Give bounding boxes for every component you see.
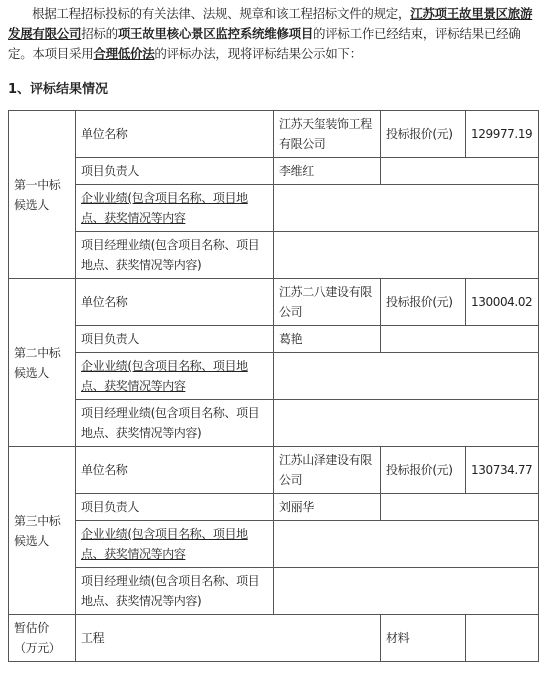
candidate-2-price: 130004.02 bbox=[466, 279, 539, 326]
bid-price-label: 投标报价(元) bbox=[381, 111, 466, 158]
estimate-row bbox=[9, 615, 539, 662]
manager-performance-label: 项目经理业绩(包含项目名称、项目地点、获奖情况等内容) bbox=[76, 232, 274, 279]
evaluation-method: 合理低价法 bbox=[93, 46, 155, 61]
candidate-3-leader-blank bbox=[381, 494, 539, 521]
candidate-1-rank: 第一中标候选人 bbox=[9, 111, 76, 279]
estimate-engineering: 工程 bbox=[76, 615, 381, 662]
project-name: 项王故里核心景区监控系统维修项目 bbox=[117, 26, 314, 41]
tenderer-name: 江苏项王故里景区旅游发展有限公司 bbox=[8, 6, 533, 41]
candidate-3-company-performance-row bbox=[9, 521, 539, 568]
candidate-1-price: 129977.19 bbox=[466, 111, 539, 158]
company-performance-label: 企业业绩(包含项目名称、项目地点、获奖情况等内容 bbox=[76, 521, 274, 568]
candidate-2-leader-blank bbox=[381, 326, 539, 353]
project-leader-label: 项目负责人 bbox=[76, 326, 274, 353]
candidate-2-leader-row bbox=[9, 326, 539, 353]
unit-name-label: 单位名称 bbox=[76, 111, 274, 158]
candidate-2-unit: 江苏二八建设有限公司 bbox=[274, 279, 381, 326]
candidate-1-manager-performance-row bbox=[9, 232, 539, 279]
candidate-1-company-performance bbox=[274, 185, 539, 232]
intro-text-2: 招标的 bbox=[81, 26, 118, 41]
project-leader-label: 项目负责人 bbox=[76, 494, 274, 521]
bid-price-label: 投标报价(元) bbox=[381, 447, 466, 494]
estimate-materials: 材料 bbox=[381, 615, 466, 662]
candidate-3-unit: 江苏山泽建设有限公司 bbox=[274, 447, 381, 494]
candidate-2-rank: 第二中标候选人 bbox=[9, 279, 76, 447]
candidate-2-company-performance bbox=[274, 353, 539, 400]
candidate-1-unit: 江苏天玺装饰工程有限公司 bbox=[274, 111, 381, 158]
evaluation-result-table bbox=[8, 110, 539, 662]
candidate-3-company-performance bbox=[274, 521, 539, 568]
manager-performance-label: 项目经理业绩(包含项目名称、项目地点、获奖情况等内容) bbox=[76, 400, 274, 447]
candidate-3-price: 130734.77 bbox=[466, 447, 539, 494]
candidate-2-manager-performance-row bbox=[9, 400, 539, 447]
candidate-3-manager-performance bbox=[274, 568, 539, 615]
candidate-1-company-performance-row bbox=[9, 185, 539, 232]
candidate-3-leader: 刘丽华 bbox=[274, 494, 381, 521]
unit-name-label: 单位名称 bbox=[76, 447, 274, 494]
candidate-1-unit-row bbox=[9, 111, 539, 158]
candidate-3-unit-row bbox=[9, 447, 539, 494]
candidate-3-manager-performance-row bbox=[9, 568, 539, 615]
candidate-3-rank: 第三中标候选人 bbox=[9, 447, 76, 615]
candidate-3-leader-row bbox=[9, 494, 539, 521]
candidate-1-manager-performance bbox=[274, 232, 539, 279]
candidate-2-unit-row bbox=[9, 279, 539, 326]
company-performance-label: 企业业绩(包含项目名称、项目地点、获奖情况等内容 bbox=[76, 353, 274, 400]
intro-text-3: 的评标工作已经结束，评标结果已经确定。本项目采用 bbox=[8, 26, 521, 61]
estimate-materials-value bbox=[466, 615, 539, 662]
candidate-1-leader-row bbox=[9, 158, 539, 185]
candidate-2-company-performance-row bbox=[9, 353, 539, 400]
estimate-label: 暂估价（万元） bbox=[9, 615, 76, 662]
candidate-2-leader: 葛艳 bbox=[274, 326, 381, 353]
candidate-1-leader-blank bbox=[381, 158, 539, 185]
project-leader-label: 项目负责人 bbox=[76, 158, 274, 185]
candidate-1-leader: 李维红 bbox=[274, 158, 381, 185]
section-title: 1、评标结果情况 bbox=[8, 82, 109, 97]
candidate-2-manager-performance bbox=[274, 400, 539, 447]
intro-paragraph bbox=[8, 4, 536, 64]
intro-text-1: 根据工程招标投标的有关法律、法规、规章和该工程招标文件的规定， bbox=[32, 6, 411, 21]
intro-text-4: 的评标办法，现将评标结果公示如下： bbox=[154, 46, 362, 61]
bid-price-label: 投标报价(元) bbox=[381, 279, 466, 326]
company-performance-label: 企业业绩(包含项目名称、项目地点、获奖情况等内容 bbox=[76, 185, 274, 232]
unit-name-label: 单位名称 bbox=[76, 279, 274, 326]
manager-performance-label: 项目经理业绩(包含项目名称、项目地点、获奖情况等内容) bbox=[76, 568, 274, 615]
